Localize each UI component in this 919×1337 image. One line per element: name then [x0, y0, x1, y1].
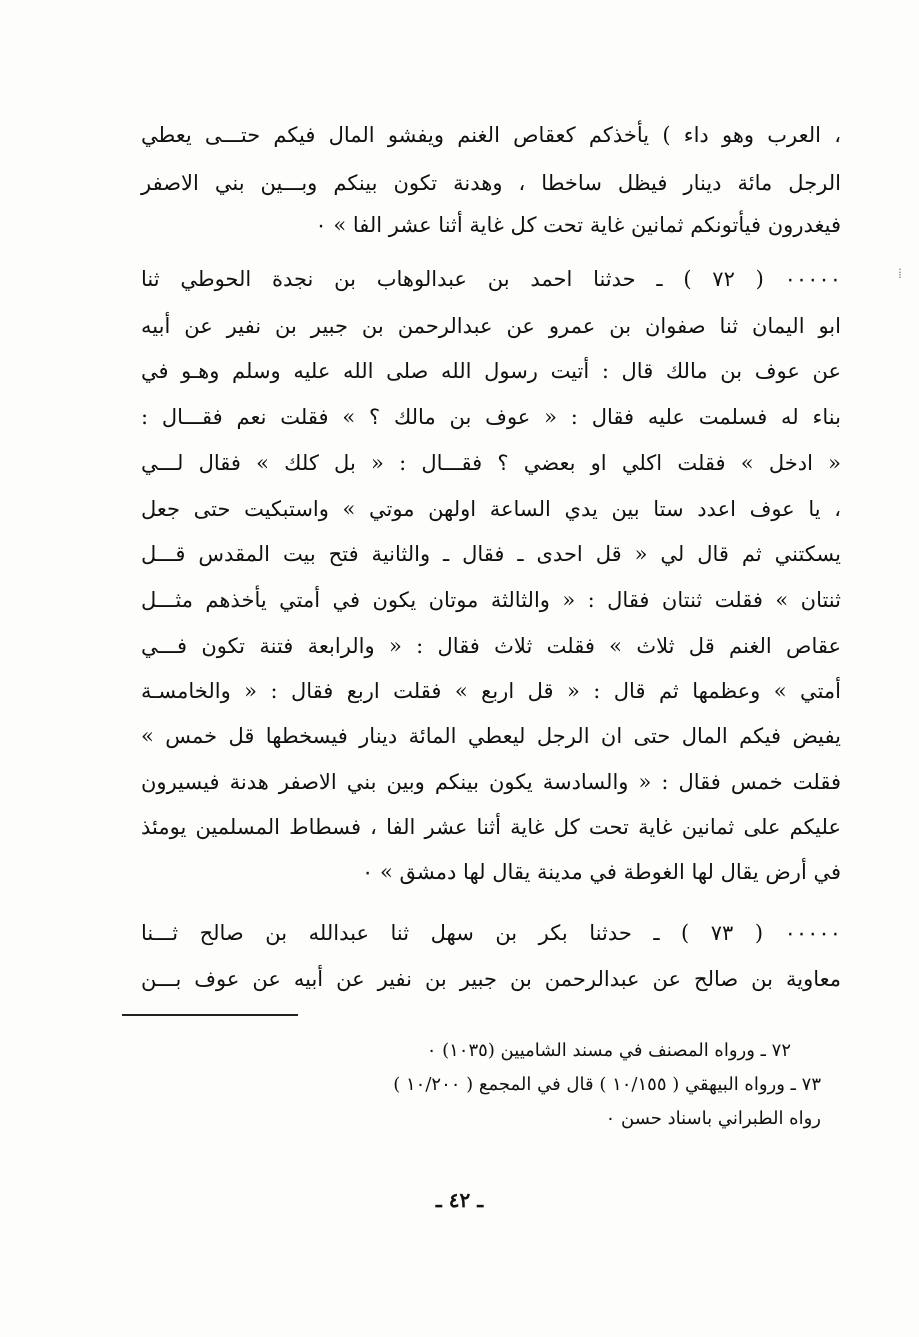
text-line: فيغدرون فيأتونكم ثمانين غاية تحت كل غاية أثنا عشر الفا » ٠: [315, 213, 841, 237]
text-line: ، يا عوف اعدد ستا بين يدي الساعة اولهن موتي » واستبكيت حتى جعل: [141, 497, 841, 521]
text-line: بناء له فسلمت عليه فقال : « عوف بن مالك ؟ » فقلت نعم فقـــال :: [141, 405, 841, 429]
text-line: ٠٠٠٠٠ ( ٧٣ ) ـ حدثنا بكر بن سهل ثنا عبدالله بن صالح ثـــنا: [141, 921, 841, 945]
text-line: في أرض يقال لها الغوطة في مدينة يقال لها دمشق » ٠: [362, 860, 841, 884]
footnote-73-continued: رواه الطبراني باسناد حسن ٠: [605, 1108, 821, 1129]
text-line: الرجل مائة دينار فيظل ساخطا ، وهدنة تكون بينكم وبـــين بني الاصفر: [141, 171, 841, 195]
footnote-separator: [122, 1014, 298, 1016]
text-line: عقاص الغنم قل ثلاث » فقلت ثلاث فقال : « والرابعة فتنة تكون فـــي: [141, 634, 841, 658]
text-line: فقلت خمس فقال : « والسادسة يكون بينكم وبين بني الاصفر هدنة فيسيرون: [141, 770, 841, 794]
text-line: ، العرب وهو داء ) يأخذكم كعقاص الغنم ويفشو المال فيكم حتـــى يعطي: [141, 123, 841, 147]
page-number: ـ ٤٢ ـ: [435, 1188, 484, 1212]
text-line: عن عوف بن مالك قال : أتيت رسول الله صلى الله عليه وسلم وهـو في: [141, 359, 841, 383]
text-line: عليكم على ثمانين غاية تحت كل غاية أثنا عشر الفا ، فسطاط المسلمين يومئذ: [141, 815, 841, 839]
text-line: ابو اليمان ثنا صفوان بن عمرو عن عبدالرحمن بن جبير بن نفير عن أبيه: [141, 314, 841, 338]
margin-mark: ⁞: [898, 266, 902, 282]
footnote-72: ٧٢ ـ ورواه المصنف في مسند الشاميين (١٠٣٥) ٠: [426, 1040, 791, 1061]
text-line: ٠٠٠٠٠ ( ٧٢ ) ـ حدثنا احمد بن عبدالوهاب بن نجدة الحوطي ثنا: [141, 267, 841, 291]
text-line: معاوية بن صالح عن عبدالرحمن بن جبير بن نفير عن أبيه عن عوف بـــن: [141, 967, 842, 991]
text-line: يسكتني ثم قال لي « قل احدى ـ فقال ـ والثانية فتح بيت المقدس قـــل: [141, 542, 841, 566]
footnote-73: ٧٣ ـ ورواه البيهقي ( ١٠/١٥٥ ) قال في المجمع ( ١٠/٢٠٠ ): [393, 1074, 821, 1095]
text-line: ثنتان » فقلت ثنتان فقال : « والثالثة موتان يكون في أمتي يأخذهم مثـــل: [141, 588, 841, 612]
text-line: « ادخل » فقلت اكلي او بعضي ؟ فقـــال : « بل كلك » فقال لـــي: [141, 451, 841, 475]
text-line: يفيض فيكم المال حتى ان الرجل ليعطي المائة دينار فيسخطها قل خمس »: [141, 724, 841, 748]
text-line: أمتي » وعظمها ثم قال : « قل اربع » فقلت اربع فقال : « والخامسـة: [141, 679, 841, 703]
